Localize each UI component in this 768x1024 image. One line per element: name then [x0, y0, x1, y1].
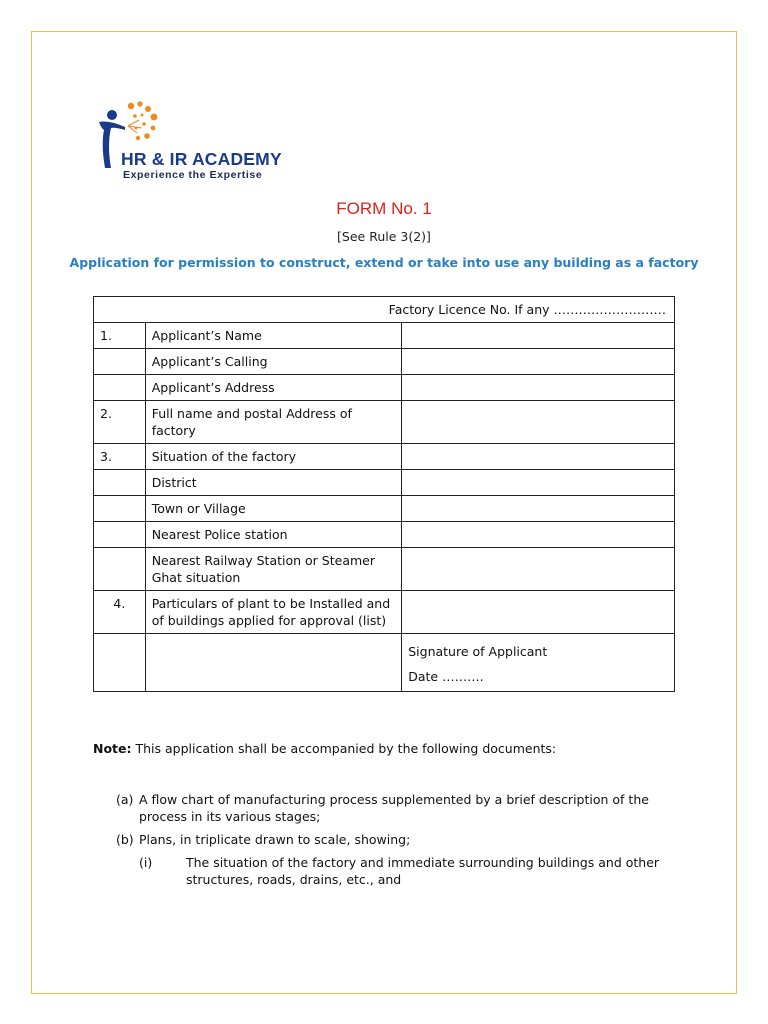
list-item — [116, 791, 676, 825]
table-row-signature — [94, 634, 675, 692]
row-label: Town or Village — [145, 496, 402, 522]
licence-number-label: Factory Licence No. If any ……………………… — [388, 302, 666, 317]
row-label: Applicant’s Address — [145, 375, 402, 401]
row-label: Applicant’s Name — [145, 323, 402, 349]
factory-situation-field[interactable] — [402, 444, 675, 470]
signature-field[interactable] — [402, 634, 675, 692]
row-number: 4. — [94, 591, 146, 634]
table-row — [94, 496, 675, 522]
note-label: Note: — [93, 741, 132, 756]
district-field[interactable] — [402, 470, 675, 496]
row-number — [94, 470, 146, 496]
police-station-field[interactable] — [402, 522, 675, 548]
table-row — [94, 401, 675, 444]
academy-logo — [95, 100, 300, 188]
table-row — [94, 522, 675, 548]
list-item-text: A flow chart of manufacturing process supplemented by a brief description of the process in its various stages; — [139, 792, 649, 824]
row-number: 1. — [94, 323, 146, 349]
table-row — [94, 444, 675, 470]
plant-particulars-field[interactable] — [402, 591, 675, 634]
document-list — [116, 791, 676, 888]
row-label: Applicant’s Calling — [145, 349, 402, 375]
note-paragraph — [93, 741, 556, 756]
row-label: Particulars of plant to be Installed and of buildings applied for approval (list) — [145, 591, 402, 634]
application-table — [93, 296, 675, 692]
row-label: Nearest Railway Station or Steamer Ghat situation — [145, 548, 402, 591]
logo-tagline: Experience the Expertise — [123, 169, 263, 181]
list-subitem — [139, 854, 676, 888]
row-label: Full name and postal Address of factory — [145, 401, 402, 444]
row-number: 2. — [94, 401, 146, 444]
table-row — [94, 375, 675, 401]
table-row — [94, 548, 675, 591]
list-marker: (i) — [139, 855, 153, 870]
list-marker: (a) — [116, 792, 134, 807]
row-label: Situation of the factory — [145, 444, 402, 470]
list-item — [116, 831, 676, 848]
applicant-address-field[interactable] — [402, 375, 675, 401]
list-item-text: The situation of the factory and immediate surrounding buildings and other structures, roads, drains, etc., and — [186, 855, 660, 887]
row-number — [94, 496, 146, 522]
signature-label: Signature of Applicant — [408, 644, 548, 659]
form-subtitle: Application for permission to construct, extend or take into use any building as a factory — [69, 255, 699, 270]
date-label: Date ………. — [408, 669, 484, 684]
row-number: 3. — [94, 444, 146, 470]
row-number — [94, 522, 146, 548]
applicant-name-field[interactable] — [402, 323, 675, 349]
railway-station-field[interactable] — [402, 548, 675, 591]
empty-cell — [145, 634, 402, 692]
table-row — [94, 591, 675, 634]
factory-address-field[interactable] — [402, 401, 675, 444]
row-number — [94, 349, 146, 375]
list-item-text: Plans, in triplicate drawn to scale, showing; — [139, 832, 411, 847]
list-marker: (b) — [116, 832, 134, 847]
row-number — [94, 548, 146, 591]
table-row — [94, 323, 675, 349]
town-village-field[interactable] — [402, 496, 675, 522]
row-label: District — [145, 470, 402, 496]
row-number — [94, 375, 146, 401]
logo-name: HR & IR ACADEMY — [121, 149, 282, 169]
row-label: Nearest Police station — [145, 522, 402, 548]
table-row-licence — [94, 297, 675, 323]
form-title: FORM No. 1 — [336, 199, 432, 218]
note-text: This application shall be accompanied by the following documents: — [135, 741, 557, 756]
table-row — [94, 470, 675, 496]
licence-number-field[interactable] — [94, 297, 675, 323]
applicant-calling-field[interactable] — [402, 349, 675, 375]
empty-cell — [94, 634, 146, 692]
form-rule-reference: [See Rule 3(2)] — [337, 229, 431, 244]
table-row — [94, 349, 675, 375]
